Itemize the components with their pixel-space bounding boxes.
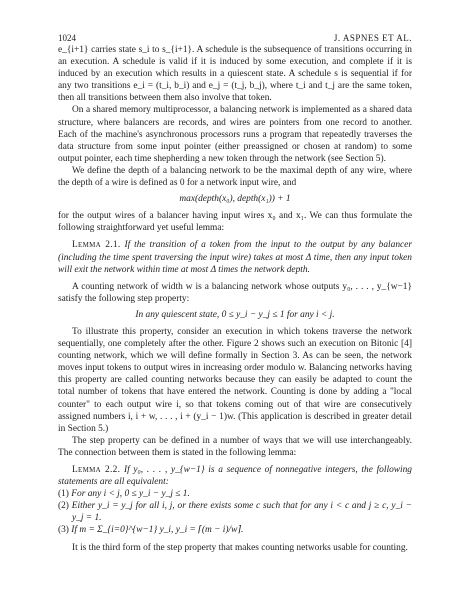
paragraph-illustration: To illustrate this property, consider an execution in which tokens traverse the network sequentially, one completely after the other. Figure 2 shows such an execution on Bitonic [4] counting network, which we will define formally in Section 3. As can be seen, the network moves input tokens to output wires in increasing order modulo w. Balancing networks having this property are called counting networks because they can easily be adapted to count the total number of tokens that have entered the network. Counting is done by adding a "local counter" to each output wire i, so that tokens coming out of that wire are consecutively assigned numbers i, i + w, . . . , i + (y_i − 1)w. (This application is described in greater detail in Section 5.) — [58, 326, 412, 434]
list-item-number: (2) — [58, 501, 69, 512]
list-item — [58, 524, 412, 536]
page-header — [58, 32, 412, 44]
body-text — [58, 44, 412, 554]
lemma-2-1 — [58, 239, 412, 275]
list-item-number: (1) — [58, 489, 69, 500]
list-item — [58, 488, 412, 500]
running-head: J. ASPNES ET AL. — [333, 33, 412, 43]
paragraph-conclusion: It is the third form of the step property that makes counting networks usable for counting. — [72, 542, 408, 553]
list-item-text: If m = Σ_{i=0}^{w−1} y_i, y_i = ⌈(m − i)/w⌉. — [71, 525, 244, 536]
lemma-2-1-head: Lemma 2.1. — [72, 240, 121, 251]
lemma-2-2-head: Lemma 2.2. — [72, 465, 121, 475]
paragraph-shared-memory: On a shared memory multiprocessor, a balancing network is implemented as a shared data structure, where balancers are records, and wires are pointers from one record to another. Each of the machine's asynchronous processors runs a program that repeatedly traverses the data structure from some input pointer (either preassigned or chosen at random) to some output pointer, each time shepherding a new token through the network (see Section 5). — [58, 105, 412, 164]
paragraph-counting-network: A counting network of width w is a balancing network whose outputs y₀, . . . , y_{w−1} satisfy the following step property: — [58, 281, 412, 304]
lemma-2-2 — [58, 464, 412, 488]
paragraph-step-property: The step property can be defined in a number of ways that we will use interchangeably. The connection between them is stated in the following lemma: — [58, 435, 412, 458]
list-item-number: (3) — [58, 525, 69, 536]
equation-step-property: In any quiescent state, 0 ≤ y_i − y_j ≤ 1 for any i < j. — [135, 309, 335, 320]
equation-depth: max(depth(x₀), depth(x₁)) + 1 — [179, 194, 291, 205]
lemma-2-2-text: If y₀, . . . , y_{w−1} is a sequence of nonnegative integers, the following statements are all equivalent: — [58, 465, 412, 488]
lemma-2-1-text: If the transition of a token from the input to the output by any balancer (including the time spent traversing the input wire) takes at most Δ time, then any input token will exit the network within time at most Δ times the network depth. — [58, 240, 412, 275]
list-item-text: Either y_i = y_j for all i, j, or there exists some c such that for any i < c and j ≥ c, y_i − y_j = 1. — [71, 501, 412, 524]
paragraph-depth-cont: for the output wires of a balancer having input wires x₀ and x₁. We can thus formulate the following straightforward yet useful lemma: — [58, 211, 412, 234]
page-number: 1024 — [58, 33, 76, 43]
paragraph-depth: We define the depth of a balancing network to be the maximal depth of any wire, where the depth of a wire is defined as 0 for a network input wire, and — [58, 165, 412, 189]
list-item-text: For any i < j, 0 ≤ y_i − y_j ≤ 1. — [71, 489, 190, 500]
list-item — [58, 500, 412, 524]
paragraph-schedule: e_{i+1} carries state s_i to s_{i+1}. A schedule is the subsequence of transitions occurring in an execution. A schedule is valid if it is induced by some execution, and complete if it is induced by an execution which results in a quiescent state. A schedule s is sequential if for any two transitions e_i = (t_i, b_i) and e_j = (t_j, b_j), where t_i and t_j are the same token, then all transitions between them also involve that token. — [58, 45, 412, 104]
